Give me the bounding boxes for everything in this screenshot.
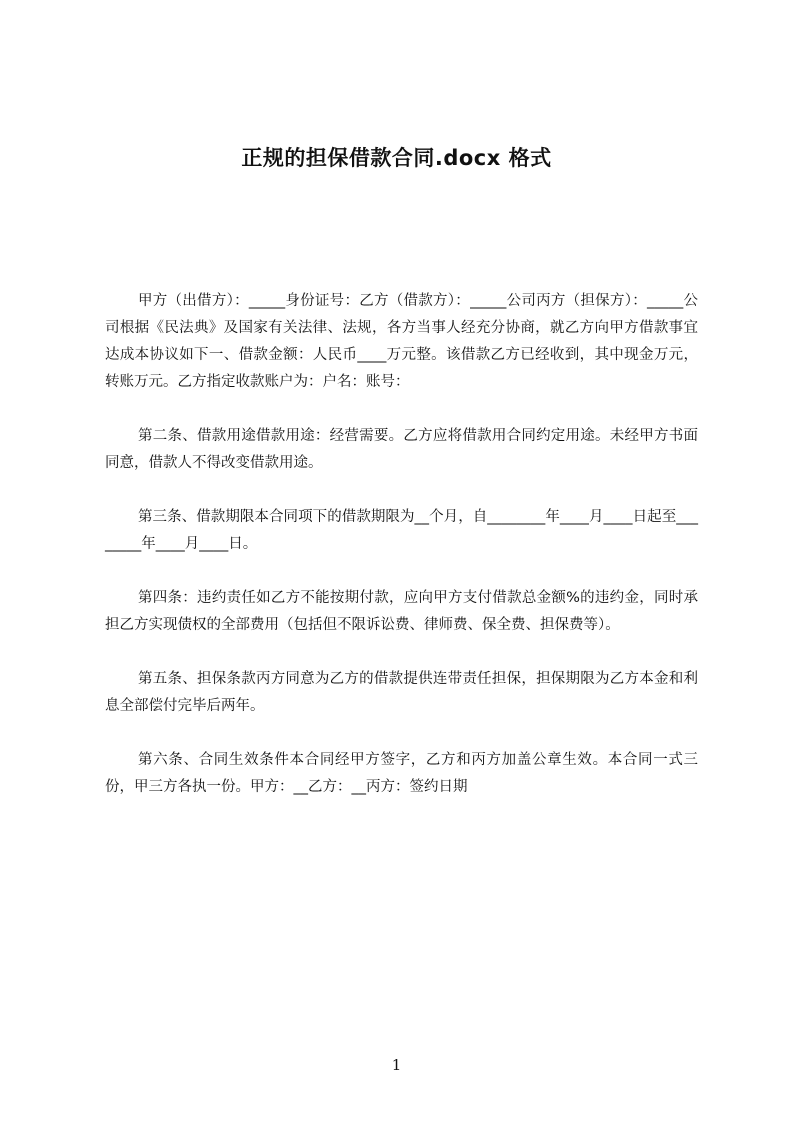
document-title: 正规的担保借款合同.docx 格式 <box>241 146 552 170</box>
paragraph-article-4-liability: 第四条：违约责任如乙方不能按期付款，应向甲方支付借款总金额%的违约金，同时承担乙方实现债权的全部费用（包括但不限诉讼费、律师费、保全费、担保费等）。 <box>105 590 698 633</box>
paragraph-parties-loan-amount: 甲方（出借方）：_____身份证号：乙方（借款方）：_____公司丙方（担保方）：_____公司根据《民法典》及国家有关法律、法规，各方当事人经充分协商，就乙方向甲方借款事宜达成本协议如下一、借款金额：人民币____万元整。该借款乙方已经收到，其中现金万元，转账万元。乙方指定收款账户为：户名：账号： <box>105 293 698 390</box>
paragraph-article-5-guarantee: 第五条、担保条款丙方同意为乙方的借款提供连带责任担保，担保期限为乙方本金和利息全部偿付完毕后两年。 <box>105 671 698 714</box>
paragraph-article-6-effectiveness: 第六条、合同生效条件本合同经甲方签字，乙方和丙方加盖公章生效。本合同一式三份，甲三方各执一份。甲方：__乙方：__丙方：签约日期 <box>105 752 698 795</box>
page-number: 1 <box>391 1056 402 1074</box>
document-body <box>105 288 698 828</box>
paragraph-article-2-loan-purpose: 第二条、借款用途借款用途：经营需要。乙方应将借款用合同约定用途。未经甲方书面同意，借款人不得改变借款用途。 <box>105 428 698 471</box>
paragraph-article-3-loan-term: 第三条、借款期限本合同项下的借款期限为__个月，自________年____月____日起至________年____月____日。 <box>105 509 698 552</box>
